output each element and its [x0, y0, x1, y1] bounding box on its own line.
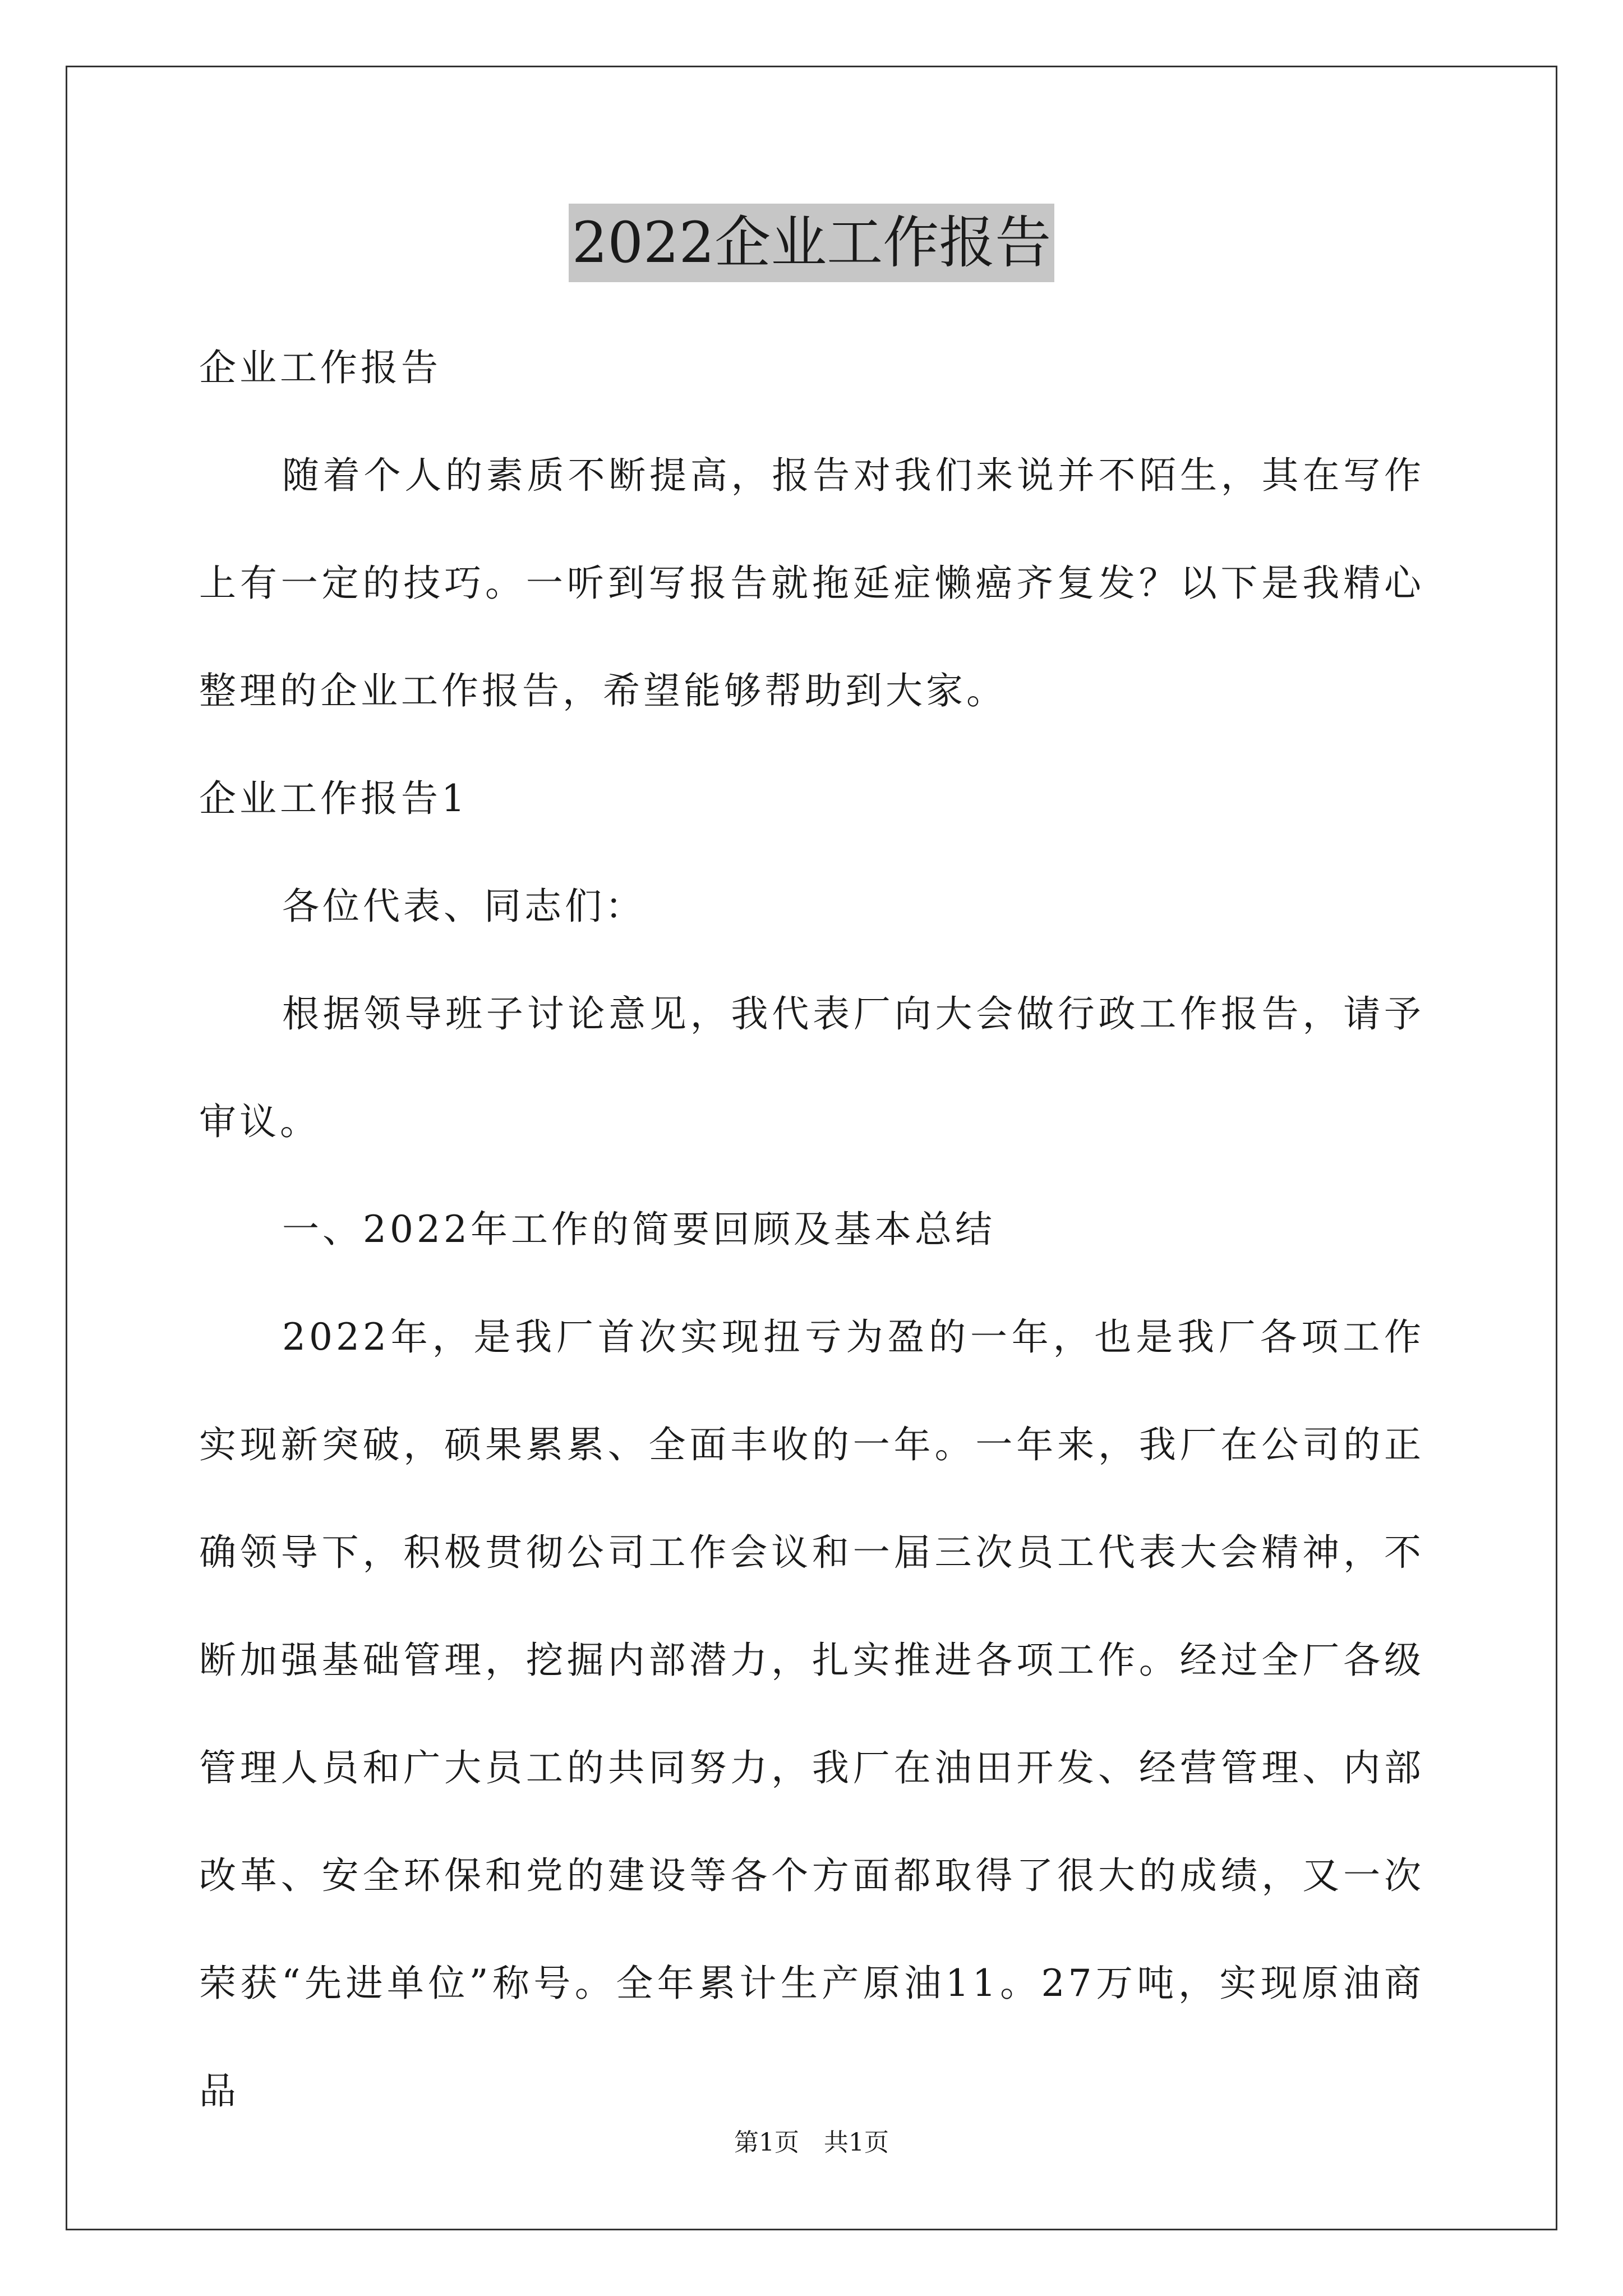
page-footer: 第1页 共1页 [734, 2128, 889, 2157]
paragraph-opening: 根据领导班子讨论意见，我代表厂向大会做行政工作报告，请予审议。 [199, 992, 1424, 1143]
document-title [0, 204, 1623, 282]
paragraph-subtitle: 企业工作报告 [199, 346, 441, 389]
document-title-text: 2022企业工作报告 [569, 204, 1055, 282]
paragraph-heading-review: 一、2022年工作的简要回顾及基本总结 [282, 1208, 995, 1251]
paragraph-intro: 随着个人的素质不断提高，报告对我们来说并不陌生，其在写作上有一定的技巧。一听到写报告就拖延症懒癌齐复发？以下是我精心整理的企业工作报告，希望能够帮助到大家。 [199, 454, 1424, 712]
paragraph-section-heading: 企业工作报告1 [199, 777, 468, 820]
paragraph-salutation: 各位代表、同志们： [282, 885, 645, 928]
document-body [199, 314, 1424, 2145]
paragraph-review-body: 2022年，是我厂首次实现扭亏为盈的一年，也是我厂各项工作实现新突破，硕果累累、全面丰收的一年。一年来，我厂在公司的正确领导下，积极贯彻公司工作会议和一届三次员工代表大会精神，不断加强基础管理，挖掘内部潜力，扎实推进各项工作。经过全厂各级管理人员和广大员工的共同努力，我厂在油田开发、经营管理、内部改革、安全环保和党的建设等各个方面都取得了很大的成绩，又一次荣获“先进单位”称号。全年累计生产原油11。27万吨，实现原油商品 [199, 1315, 1424, 2113]
